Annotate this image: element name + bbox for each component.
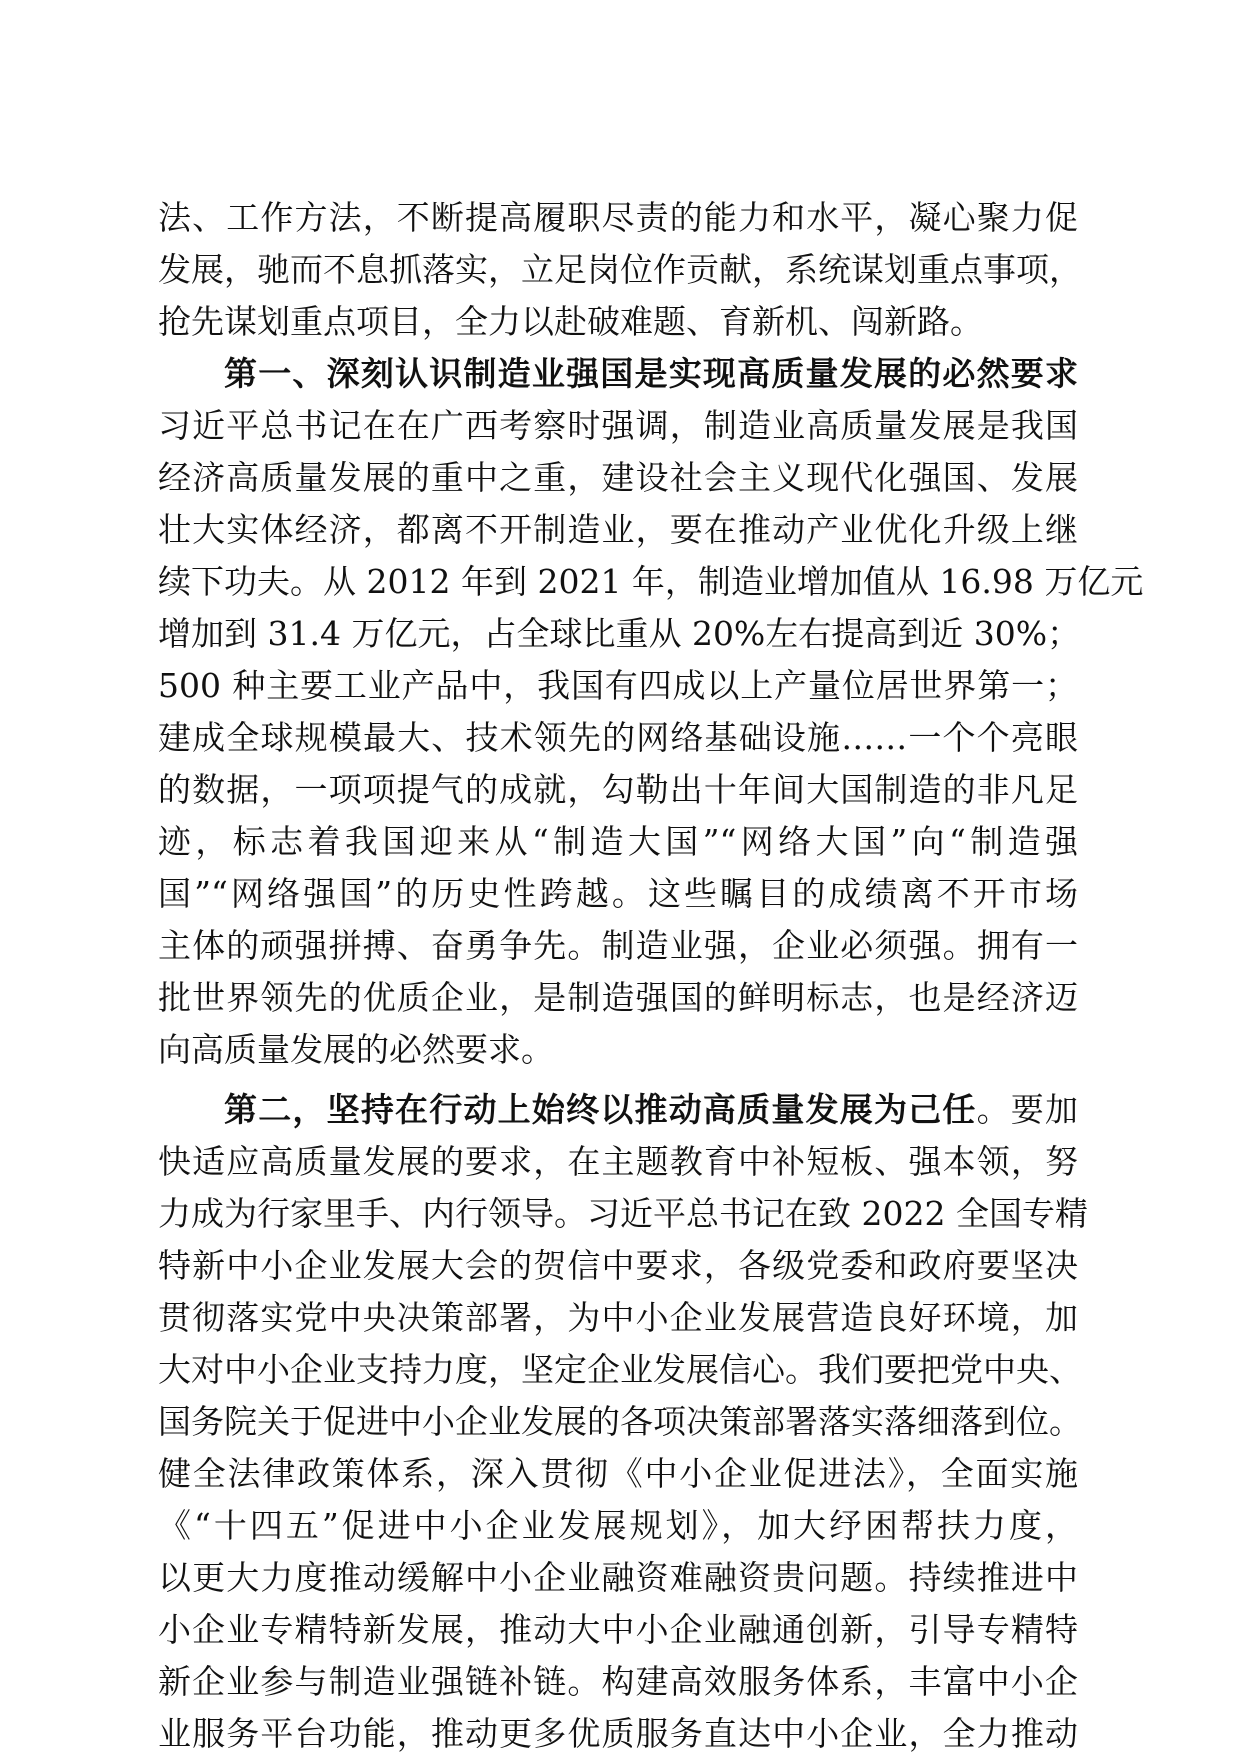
body-text-line: 快适应高质量发展的要求，在主题教育中补短板、强本领，努 xyxy=(158,1142,1078,1181)
body-text-line: 大对中小企业支持力度，坚定企业发展信心。我们要把党中央、 xyxy=(158,1350,1082,1389)
body-text-line: 批世界领先的优质企业，是制造强国的鲜明标志，也是经济迈 xyxy=(158,978,1078,1017)
body-text-line: 经济高质量发展的重中之重，建设社会主义现代化强国、发展 xyxy=(158,458,1078,497)
section-heading-2: 第二，坚持在行动上始终以推动高质量发展为己任 xyxy=(224,1090,977,1129)
body-text-line: 健全法律政策体系，深入贯彻《中小企业促进法》，全面实施 xyxy=(158,1454,1078,1493)
body-text-line: 的数据，一项项提气的成就，勾勒出十年间大国制造的非凡足 xyxy=(158,770,1078,809)
section-heading-1: 第一、深刻认识制造业强国是实现高质量发展的必然要求 xyxy=(224,354,1078,393)
body-text-line: 新企业参与制造业强链补链。构建高效服务体系，丰富中小企 xyxy=(158,1662,1078,1701)
body-text-line: 向高质量发展的必然要求。 xyxy=(158,1030,554,1069)
body-text-line: 国”“网络强国”的历史性跨越。这些瞩目的成绩离不开市场 xyxy=(158,874,1078,913)
body-text-line: 建成全球规模最大、技术领先的网络基础设施……一个个亮眼 xyxy=(158,718,1078,757)
body-text-line: 500 种主要工业产品中，我国有四成以上产量位居世界第一； xyxy=(158,666,1078,705)
section-heading-2-line xyxy=(224,1084,1078,1136)
body-text-line: 抢先谋划重点项目，全力以赴破难题、育新机、闯新路。 xyxy=(158,302,983,341)
body-text-line: 发展，驰而不息抓落实，立足岗位作贡献，系统谋划重点事项， xyxy=(158,250,1082,289)
body-text-line: 增加到 31.4 万亿元，占全球比重从 20%左右提高到近 30%； xyxy=(158,614,1081,653)
body-text-line: 以更大力度推动缓解中小企业融资难融资贵问题。持续推进中 xyxy=(158,1558,1078,1597)
body-text-line: 特新中小企业发展大会的贺信中要求，各级党委和政府要坚决 xyxy=(158,1246,1078,1285)
body-text-line: 业服务平台功能，推动更多优质服务直达中小企业，全力推动 xyxy=(158,1714,1078,1753)
body-text-fragment: 。要加 xyxy=(976,1090,1079,1129)
body-text-line: 法、工作方法，不断提高履职尽责的能力和水平，凝心聚力促 xyxy=(158,198,1078,237)
body-text-line: 国务院关于促进中小企业发展的各项决策部署落实落细落到位。 xyxy=(158,1402,1082,1441)
body-text-line: 续下功夫。从 2012 年到 2021 年，制造业增加值从 16.98 万亿元 xyxy=(158,562,1144,601)
body-text-line: 习近平总书记在在广西考察时强调，制造业高质量发展是我国 xyxy=(158,406,1078,445)
body-text-line: 小企业专精特新发展，推动大中小企业融通创新，引导专精特 xyxy=(158,1610,1078,1649)
body-text-line: 壮大实体经济，都离不开制造业，要在推动产业优化升级上继 xyxy=(158,510,1078,549)
body-text-line: 力成为行家里手、内行领导。习近平总书记在致 2022 全国专精 xyxy=(158,1194,1088,1233)
body-text-line: 贯彻落实党中央决策部署，为中小企业发展营造良好环境，加 xyxy=(158,1298,1078,1337)
body-text-line: 主体的顽强拼搏、奋勇争先。制造业强，企业必须强。拥有一 xyxy=(158,926,1078,965)
body-text-line: 迹，标志着我国迎来从“制造大国”“网络大国”向“制造强 xyxy=(158,822,1078,861)
body-text-line: 《“十四五”促进中小企业发展规划》，加大纾困帮扶力度， xyxy=(158,1506,1078,1545)
